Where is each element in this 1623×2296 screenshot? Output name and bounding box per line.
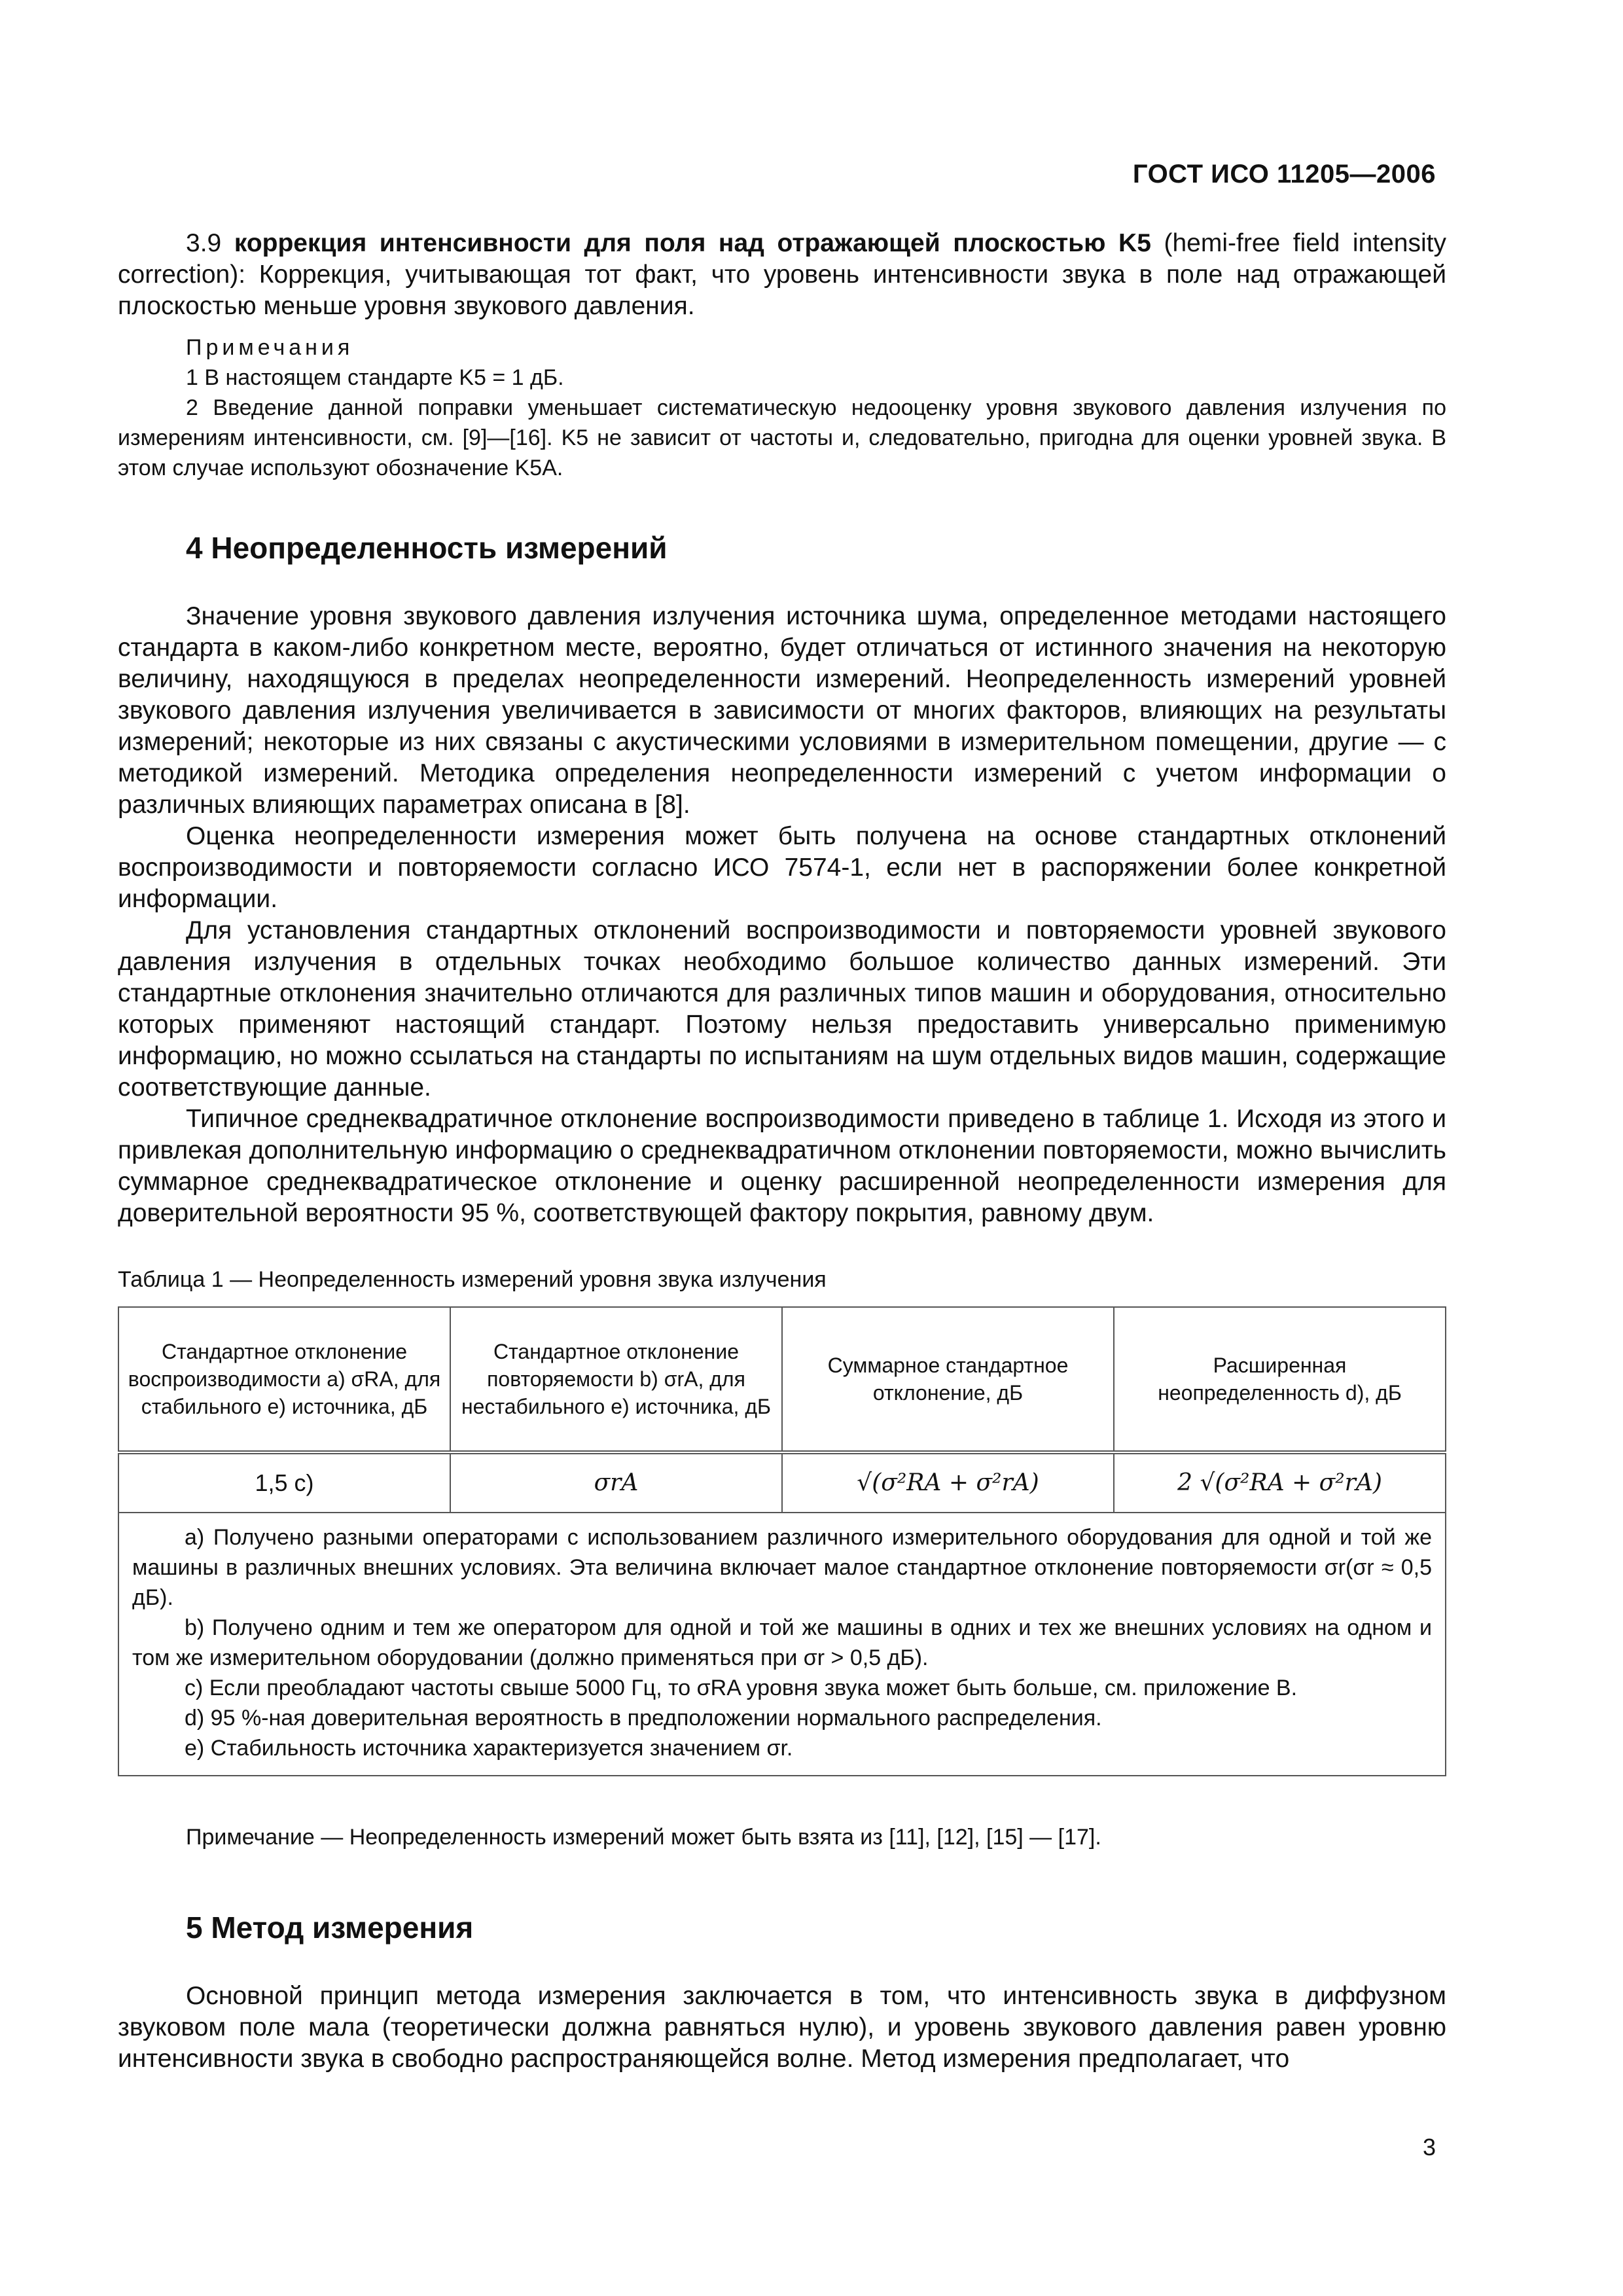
table-header-cell: Стандартное отклонение повторяемости b) σrA, для нестабильного e) источника, дБ (450, 1307, 782, 1452)
standard-header: ГОСТ ИСО 11205—2006 (1132, 160, 1436, 188)
clause-definition: Коррекция, учитывающая тот факт, что уровень интенсивности звука в поле над отражающей плоскостью меньше уровня звукового давления. (118, 260, 1446, 320)
table-footnote: e) Стабильность источника характеризуется значением σr. (185, 1736, 793, 1761)
clause-term: коррекция интенсивности для поля над отражающей плоскостью K5 (234, 229, 1151, 257)
table-cell: 2 √(σ²RA + σ²rA) (1114, 1452, 1446, 1513)
table-footnote: a) Получено разными операторами с использованием различного измерительного оборудования для одной и той же машины в различных внешних условиях. Эта величина включает малое стандартное отклонение повторяемости σr(σr ≈ 0,5 дБ). (132, 1525, 1432, 1610)
section-4-paragraph: Для установления стандартных отклонений воспроизводимости и повторяемости уровней звукового давления излучения в отдельных точках необходимо большое количество данных измерений. Эти стандартные отклонения значительно отличаются для различных типов машин и оборудования, относительно которых применяют настоящий стандарт. Поэтому нельзя предоставить универсально применимую информацию, но можно ссылаться на стандарты по испытаниям на шум отдельных видов машин, содержащие соответствующие данные. (118, 916, 1446, 1102)
table-header-cell: Суммарное стандартное отклонение, дБ (782, 1307, 1114, 1452)
section-4-note: Примечание — Неопределенность измерений может быть взята из [11], [12], [15] — [17]. (186, 1825, 1101, 1850)
note-2: 2 Введение данной поправки уменьшает систематическую недооценку уровня звукового давления излучения по измерениям интенсивности, см. [9]—[16]. K5 не зависит от частоты и, следовательно, пригодна для оценки уровней звука. В этом случае используют обозначение K5A. (118, 395, 1446, 480)
table-row (118, 1452, 1446, 1513)
section-4-paragraph: Оценка неопределенности измерения может быть получена на основе стандартных отклонений воспроизводимости и повторяемости согласно ИСО 7574-1, если нет в распоряжении более конкретной информации. (118, 822, 1446, 913)
table-footnotes (118, 1513, 1446, 1776)
section-5-title: 5 Метод измерения (186, 1910, 474, 1945)
clause-number: 3.9 (186, 229, 222, 257)
table-footnote: c) Если преобладают частоты свыше 5000 Гц, то σRA уровня звука может быть больше, см. приложение В. (185, 1676, 1298, 1700)
table-caption: Таблица 1 — Неопределенность измерений уровня звука излучения (118, 1267, 827, 1292)
table-cell: σrA (450, 1452, 782, 1513)
table-cell: 1,5 c) (118, 1452, 450, 1513)
table-cell: √(σ²RA + σ²rA) (782, 1452, 1114, 1513)
section-4-paragraph: Значение уровня звукового давления излучения источника шума, определенное методами настоящего стандарта в каком-либо конкретном месте, вероятно, будет отличаться от истинного значения на некоторую величину, находящуюся в пределах неопределенности измерений. Неопределенность измерений уровней звукового давления излучения увеличивается в зависимости от многих факторов, влияющих на результаты измерений; некоторые из них связаны с акустическими условиями в измерительном помещении, другие — с методикой измерений. Методика определения неопределенности измерений с учетом информации о различных влияющих параметрах описана в [8]. (118, 602, 1446, 819)
section-4-paragraph: Типичное среднеквадратичное отклонение воспроизводимости приведено в таблице 1. Исходя из этого и привлекая дополнительную информацию о среднеквадратичном отклонении повторяемости, можно вычислить суммарное среднеквадратическое отклонение и оценку расширенной неопределенности измерения для доверительной вероятности 95 %, соответствующей фактору покрытия, равному двум. (118, 1105, 1446, 1227)
page-content (118, 228, 1446, 2075)
section-4-title: 4 Неопределенность измерений (186, 531, 668, 565)
note-1: 1 В настоящем стандарте K5 = 1 дБ. (186, 365, 564, 390)
section-5-paragraph: Основной принцип метода измерения заключается в том, что интенсивность звука в диффузном звуковом поле мала (теоретически должна равняться нулю), и уровень звукового давления равен уровню интенсивности звука в свободно распространяющейся волне. Метод измерения предполагает, что (118, 1982, 1446, 2073)
table-footnote: d) 95 %-ная доверительная вероятность в предположении нормального распределения. (185, 1706, 1102, 1731)
table-header-cell: Стандартное отклонение воспроизводимости a) σRA, для стабильного e) источника, дБ (118, 1307, 450, 1452)
page-number: 3 (1422, 2134, 1436, 2161)
uncertainty-table (118, 1306, 1446, 1776)
clause-english: (hemi-free field intensity correction): (118, 229, 1446, 289)
clause-3-9 (118, 228, 1446, 322)
table-header-cell: Расширенная неопределенность d), дБ (1114, 1307, 1446, 1452)
notes-heading: Примечания (186, 335, 354, 360)
table-footnote: b) Получено одним и тем же оператором для одной и той же машины в одних и тех же внешних условиях на одном и том же измерительном оборудовании (должно применяться при σr > 0,5 дБ). (132, 1615, 1432, 1670)
